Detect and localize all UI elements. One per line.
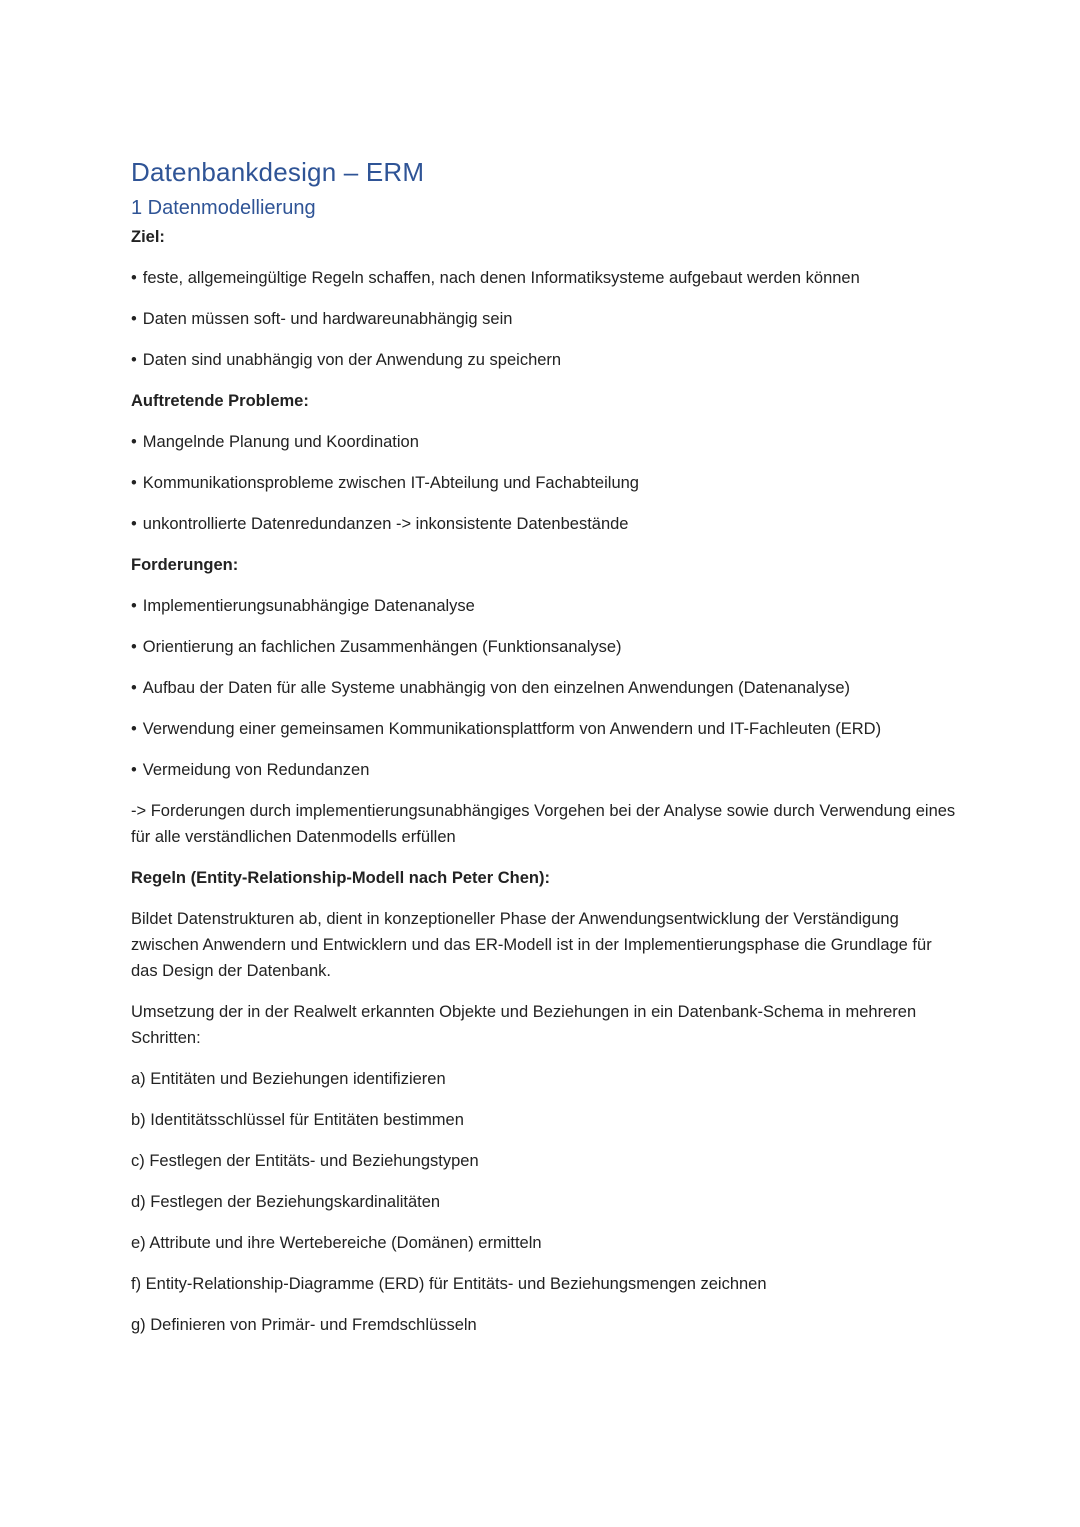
list-item: • Daten sind unabhängig von der Anwendung zu speichern <box>131 351 562 369</box>
section-title: 1 Datenmodellierung <box>131 197 316 219</box>
document-page <box>131 152 961 1338</box>
forderungen-conclusion: -> Forderungen durch implementierungsunabhängiges Vorgehen bei der Analyse sowie durch Verwendung eines für alle verständlichen Datenmodells erfüllen <box>131 802 956 846</box>
list-item: • Mangelnde Planung und Koordination <box>131 433 419 451</box>
forderungen-heading: Forderungen: <box>131 556 239 574</box>
step-item: c) Festlegen der Entitäts- und Beziehungstypen <box>131 1152 479 1170</box>
regeln-paragraph-1: Bildet Datenstrukturen ab, dient in konzeptioneller Phase der Anwendungsentwicklung der Verständigung zwischen Anwendern und Entwicklern und das ER-Modell ist in der Implementierungsphase die Grundlage für das Design der Datenbank. <box>131 910 932 980</box>
list-item: • Orientierung an fachlichen Zusammenhängen (Funktionsanalyse) <box>131 638 622 656</box>
list-item: • feste, allgemeingültige Regeln schaffen, nach denen Informatiksysteme aufgebaut werden können <box>131 269 860 287</box>
list-item: • Vermeidung von Redundanzen <box>131 761 370 779</box>
list-item: • Verwendung einer gemeinsamen Kommunikationsplattform von Anwendern und IT-Fachleuten (ERD) <box>131 720 882 738</box>
regeln-heading: Regeln (Entity-Relationship-Modell nach Peter Chen): <box>131 869 550 887</box>
list-item: • Daten müssen soft- und hardwareunabhängig sein <box>131 310 513 328</box>
step-item: e) Attribute und ihre Wertebereiche (Domänen) ermitteln <box>131 1234 542 1252</box>
list-item: • Kommunikationsprobleme zwischen IT-Abteilung und Fachabteilung <box>131 474 639 492</box>
document-title: Datenbankdesign – ERM <box>131 157 425 187</box>
list-item: • Implementierungsunabhängige Datenanalyse <box>131 597 475 615</box>
step-item: a) Entitäten und Beziehungen identifizieren <box>131 1070 446 1088</box>
list-item: • unkontrollierte Datenredundanzen -> inkonsistente Datenbestände <box>131 515 629 533</box>
step-item: b) Identitätsschlüssel für Entitäten bestimmen <box>131 1111 464 1129</box>
list-item: • Aufbau der Daten für alle Systeme unabhängig von den einzelnen Anwendungen (Datenanalyse) <box>131 679 851 697</box>
probleme-heading: Auftretende Probleme: <box>131 392 309 410</box>
ziel-heading: Ziel: <box>131 228 165 246</box>
step-item: f) Entity-Relationship-Diagramme (ERD) für Entitäts- und Beziehungsmengen zeichnen <box>131 1275 767 1293</box>
regeln-paragraph-2: Umsetzung der in der Realwelt erkannten Objekte und Beziehungen in ein Datenbank-Schema in mehreren Schritten: <box>131 1003 917 1047</box>
step-item: d) Festlegen der Beziehungskardinalitäten <box>131 1193 441 1211</box>
step-item: g) Definieren von Primär- und Fremdschlüsseln <box>131 1316 477 1334</box>
